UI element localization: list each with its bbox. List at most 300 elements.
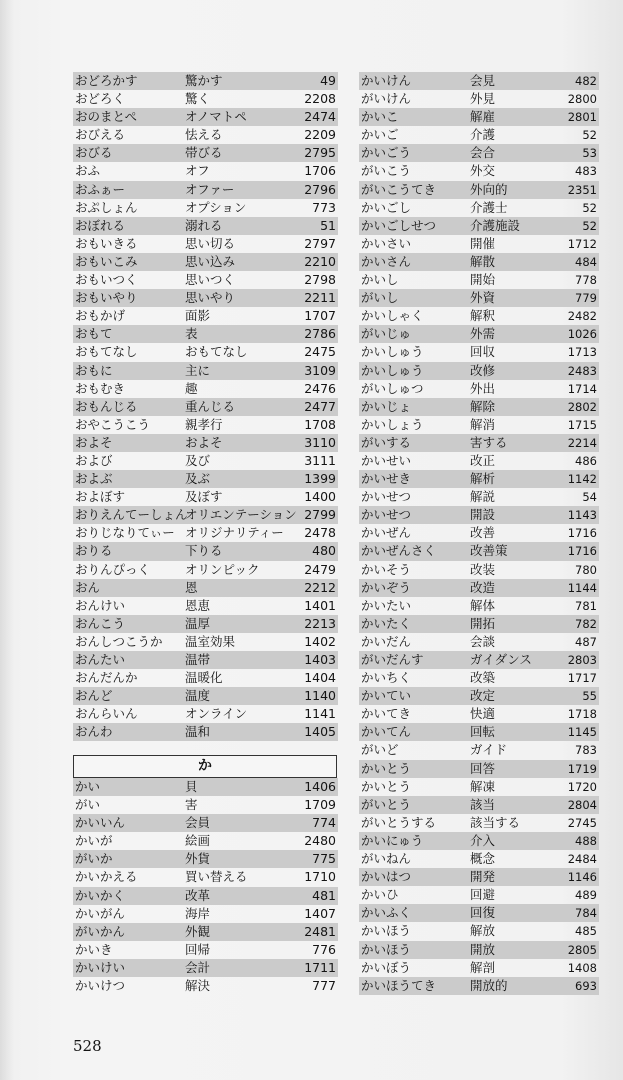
entry-reading: おりえんてーしょん	[75, 507, 188, 523]
entry-word: 外出	[470, 380, 496, 396]
index-entry	[359, 669, 599, 687]
entry-number: 780	[575, 562, 597, 577]
entry-word: おもてなし	[185, 344, 248, 360]
index-entry	[359, 778, 599, 796]
entry-reading: かいけん	[361, 73, 412, 88]
entry-word: 解決	[185, 978, 211, 994]
index-entry	[359, 217, 599, 235]
entry-word: 外需	[470, 326, 496, 342]
entry-word: 改築	[470, 670, 496, 686]
index-entry	[359, 814, 599, 832]
entry-number: 1709	[304, 797, 336, 813]
entry-number: 1143	[567, 508, 597, 523]
entry-reading: がいとう	[361, 796, 412, 812]
entry-reading: おんらいん	[75, 706, 138, 722]
index-entry	[73, 380, 338, 398]
entry-reading: おんこう	[75, 615, 126, 631]
entry-number: 2805	[567, 942, 597, 957]
entry-reading: おぷしょん	[75, 199, 138, 215]
entry-word: 改革	[185, 887, 211, 903]
entry-word: 温度	[185, 688, 211, 704]
entry-number: 775	[312, 851, 336, 867]
index-entry	[359, 705, 599, 723]
entry-number: 485	[575, 924, 597, 939]
entry-word: 改定	[470, 688, 496, 704]
entry-word: 該当	[470, 796, 496, 812]
entry-number: 2210	[304, 253, 336, 269]
entry-reading: かいはつ	[361, 869, 412, 885]
entry-number: 2211	[304, 290, 336, 306]
entry-reading: かいし	[361, 272, 399, 288]
entry-reading: かいしょう	[361, 416, 424, 432]
entry-word: 害	[185, 797, 198, 813]
entry-word: 会合	[470, 145, 496, 161]
entry-reading: かいご	[361, 127, 399, 143]
entry-reading: おん	[75, 579, 101, 595]
index-entry	[359, 633, 599, 651]
index-entry	[73, 814, 338, 832]
entry-number: 1402	[304, 633, 336, 649]
entry-reading: がいこうてき	[361, 181, 437, 197]
page-number: 528	[73, 1037, 102, 1055]
entry-number: 2214	[567, 435, 597, 450]
entry-reading: かい	[75, 779, 101, 794]
entry-reading: かいさん	[361, 253, 412, 269]
index-entry	[73, 923, 338, 941]
entry-reading: かいかえる	[75, 869, 138, 885]
index-entry	[73, 108, 338, 126]
entry-number: 1140	[304, 688, 336, 704]
entry-number: 2798	[304, 272, 336, 288]
entry-reading: がいけん	[361, 91, 412, 107]
index-entry	[359, 162, 599, 180]
entry-number: 482	[575, 74, 597, 88]
index-entry	[359, 886, 599, 904]
entry-reading: かいかく	[75, 887, 126, 903]
entry-number: 1407	[304, 905, 336, 921]
entry-reading: かいがん	[75, 905, 126, 921]
entry-number: 2475	[304, 344, 336, 360]
entry-word: 概念	[470, 851, 496, 867]
entry-number: 1400	[304, 489, 336, 505]
entry-reading: おぼれる	[75, 217, 126, 233]
index-entry	[359, 253, 599, 271]
entry-reading: おどろく	[75, 91, 126, 107]
index-entry	[359, 380, 599, 398]
entry-reading: かいほう	[361, 923, 412, 939]
entry-word: 表	[185, 326, 198, 342]
entry-reading: かいけい	[75, 959, 126, 975]
entry-reading: かいそう	[361, 561, 412, 577]
entry-word: 温室効果	[185, 633, 236, 649]
index-entry	[359, 144, 599, 162]
entry-number: 1713	[567, 345, 597, 360]
entry-word: 帯びる	[185, 145, 223, 161]
entry-reading: がい	[75, 797, 101, 813]
entry-reading: かいいん	[75, 815, 126, 831]
entry-number: 484	[575, 254, 597, 269]
entry-number: 52	[582, 128, 597, 143]
entry-word: 回避	[470, 887, 496, 903]
entry-reading: がいか	[75, 851, 113, 867]
entry-word: 開発	[470, 869, 496, 885]
entry-word: 思い切る	[185, 235, 236, 251]
entry-reading: おもいきる	[75, 235, 138, 251]
entry-reading: かいひ	[361, 887, 399, 903]
entry-reading: かいてき	[361, 706, 412, 722]
entry-word: 思い込み	[185, 253, 236, 269]
entry-reading: おりる	[75, 543, 113, 559]
entry-number: 1718	[567, 707, 597, 722]
entry-word: 及ぼす	[185, 489, 223, 505]
entry-reading: がいど	[361, 742, 399, 758]
entry-reading: かいしゅう	[361, 344, 424, 360]
entry-word: 回帰	[185, 941, 211, 957]
entry-number: 481	[312, 887, 336, 903]
index-entry	[73, 651, 338, 669]
entry-number: 778	[575, 273, 597, 288]
entry-word: 溺れる	[185, 217, 223, 233]
index-entry	[73, 850, 338, 868]
index-entry	[359, 90, 599, 108]
entry-word: 改善策	[470, 543, 508, 559]
index-entry	[73, 126, 338, 144]
entry-number: 52	[582, 218, 597, 233]
entry-reading: がいとうする	[361, 814, 437, 830]
entry-reading: およぶ	[75, 471, 113, 487]
index-entry	[359, 235, 599, 253]
entry-number: 2209	[304, 127, 336, 143]
index-entry	[359, 362, 599, 380]
entry-number: 3109	[304, 362, 336, 378]
entry-word: 解散	[470, 253, 496, 269]
entry-word: 改造	[470, 579, 496, 595]
entry-word: 思いやり	[185, 290, 236, 306]
entry-word: 驚く	[185, 91, 211, 107]
entry-reading: おんだんか	[75, 670, 138, 686]
entry-number: 1408	[567, 960, 597, 975]
index-entry	[73, 398, 338, 416]
entry-word: 解消	[470, 416, 496, 432]
entry-number: 1144	[567, 580, 597, 595]
entry-word: 外見	[470, 91, 496, 107]
entry-reading: かいが	[75, 833, 113, 849]
index-entry	[73, 832, 338, 850]
entry-word: 介護施設	[470, 217, 521, 233]
entry-number: 777	[312, 978, 336, 994]
entry-word: 介入	[470, 832, 496, 848]
entry-number: 487	[575, 634, 597, 649]
index-entry	[359, 579, 599, 597]
entry-number: 1146	[567, 870, 597, 885]
entry-number: 1719	[567, 761, 597, 776]
index-entry	[73, 597, 338, 615]
entry-number: 2481	[304, 923, 336, 939]
entry-number: 54	[582, 490, 597, 505]
entry-number: 2799	[304, 507, 336, 523]
entry-word: 海岸	[185, 905, 211, 921]
entry-word: オリエンテーション	[185, 507, 297, 523]
entry-reading: おびえる	[75, 127, 126, 143]
entry-number: 782	[575, 616, 597, 631]
entry-word: 会員	[185, 815, 211, 831]
entry-reading: おびる	[75, 145, 113, 161]
entry-reading: かいせき	[361, 471, 412, 487]
index-entry	[73, 633, 338, 651]
entry-word: 温和	[185, 724, 211, 740]
entry-word: 改装	[470, 561, 496, 577]
index-entry	[359, 959, 599, 977]
entry-number: 1711	[304, 959, 336, 975]
entry-word: 恩恵	[185, 597, 211, 613]
entry-word: 及ぶ	[185, 471, 211, 487]
entry-number: 1142	[567, 472, 597, 487]
index-entry	[73, 253, 338, 271]
entry-word: 面影	[185, 308, 211, 324]
index-entry	[73, 362, 338, 380]
entry-word: ガイダンス	[470, 652, 532, 667]
entry-word: 快適	[470, 706, 496, 722]
entry-number: 1145	[567, 725, 597, 740]
entry-number: 2786	[304, 326, 336, 342]
entry-number: 3110	[304, 434, 336, 450]
entry-number: 2801	[567, 110, 597, 125]
entry-number: 1399	[304, 471, 336, 487]
index-entry	[73, 90, 338, 108]
index-entry	[73, 669, 338, 687]
entry-word: 買い替える	[185, 869, 248, 885]
index-entry	[73, 452, 338, 470]
entry-word: 外観	[185, 923, 211, 939]
entry-word: オンライン	[185, 706, 248, 722]
entry-reading: おのまとぺ	[75, 109, 138, 125]
entry-number: 1404	[304, 670, 336, 686]
entry-number: 2804	[567, 797, 597, 812]
entry-reading: かいじょ	[361, 398, 412, 414]
index-entry	[359, 72, 599, 90]
index-entry	[73, 542, 338, 560]
index-entry	[73, 887, 338, 905]
entry-word: 会談	[470, 633, 496, 649]
entry-word: 解凍	[470, 778, 496, 794]
entry-reading: おふぁー	[75, 181, 126, 197]
entry-word: 解釈	[470, 308, 496, 324]
entry-reading: かいてい	[361, 688, 412, 704]
index-entry	[359, 398, 599, 416]
entry-word: 開始	[470, 272, 496, 288]
entry-word: 温帯	[185, 652, 211, 667]
entry-reading: かいこ	[361, 109, 399, 125]
index-entry	[73, 289, 338, 307]
entry-reading: おもいこみ	[75, 253, 138, 269]
entry-word: 会見	[470, 73, 496, 88]
entry-reading: およそ	[75, 434, 113, 450]
index-entry	[73, 905, 338, 923]
entry-reading: おどろかす	[75, 73, 138, 88]
entry-number: 2482	[567, 309, 597, 324]
entry-word: 温厚	[185, 615, 211, 631]
section-header-ka: か	[73, 755, 337, 778]
entry-word: オフ	[185, 163, 210, 179]
entry-word: 開放的	[470, 977, 508, 993]
entry-word: 解説	[470, 489, 496, 505]
index-entry	[73, 144, 338, 162]
index-entry	[359, 561, 599, 579]
index-entry	[359, 542, 599, 560]
entry-reading: おやこうこう	[75, 416, 151, 432]
entry-reading: かいごしせつ	[361, 217, 437, 233]
entry-reading: かいふく	[361, 905, 412, 921]
entry-number: 2480	[304, 833, 336, 849]
entry-number: 781	[575, 598, 597, 613]
entry-reading: おりんぴっく	[75, 561, 151, 577]
entry-reading: おふ	[75, 163, 101, 179]
index-entry	[359, 416, 599, 434]
entry-reading: がいこう	[361, 163, 412, 179]
index-entry	[73, 181, 338, 199]
entry-word: 介護	[470, 127, 496, 143]
index-entry	[359, 760, 599, 778]
entry-number: 1405	[304, 724, 336, 740]
index-entry	[73, 723, 338, 741]
index-entry	[359, 506, 599, 524]
entry-number: 2745	[567, 815, 597, 830]
index-entry	[359, 651, 599, 669]
entry-word: 回復	[470, 905, 496, 921]
entry-reading: かいごう	[361, 145, 412, 161]
entry-word: オリジナリティー	[185, 525, 284, 541]
entry-reading: およぼす	[75, 489, 126, 505]
entry-reading: かいしゃく	[361, 308, 424, 324]
entry-number: 49	[320, 73, 336, 88]
entry-number: 2483	[567, 363, 597, 378]
entry-number: 1716	[567, 544, 597, 559]
entry-word: 解雇	[470, 109, 496, 125]
entry-number: 2795	[304, 145, 336, 161]
entry-reading: がいしゅつ	[361, 380, 424, 396]
entry-word: 恩	[185, 579, 198, 595]
entry-reading: かいとう	[361, 760, 412, 776]
entry-word: 外貨	[185, 851, 211, 867]
entry-reading: おんたい	[75, 652, 126, 667]
entry-number: 3111	[304, 452, 336, 468]
entry-number: 1708	[304, 416, 336, 432]
entry-reading: がいねん	[361, 851, 412, 867]
index-entry	[359, 289, 599, 307]
entry-reading: かいしゅう	[361, 362, 424, 378]
entry-number: 2351	[567, 182, 597, 197]
entry-word: 驚かす	[185, 73, 223, 88]
entry-word: オノマトペ	[185, 109, 247, 125]
index-entry	[73, 235, 338, 253]
entry-number: 2476	[304, 380, 336, 396]
index-entry	[359, 723, 599, 741]
entry-number: 52	[582, 200, 597, 215]
entry-reading: がいだんす	[361, 652, 424, 667]
entry-reading: かいほう	[361, 941, 412, 957]
entry-number: 53	[582, 146, 597, 161]
entry-reading: かいぞう	[361, 579, 412, 595]
entry-reading: おんわ	[75, 724, 113, 740]
index-entry	[73, 705, 338, 723]
entry-number: 2479	[304, 561, 336, 577]
entry-word: 解体	[470, 597, 496, 613]
entry-number: 1141	[304, 706, 336, 722]
entry-number: 1714	[567, 381, 597, 396]
entry-word: 思いつく	[185, 272, 236, 288]
entry-word: 開催	[470, 235, 496, 251]
index-entry	[73, 778, 338, 796]
index-entry	[359, 615, 599, 633]
entry-word: 主に	[185, 362, 211, 378]
entry-word: オファー	[185, 181, 235, 197]
entry-word: 改修	[470, 362, 496, 378]
entry-word: およそ	[185, 434, 223, 450]
entry-number: 483	[575, 164, 597, 179]
entry-number: 1710	[304, 869, 336, 885]
entry-number: 1720	[567, 779, 597, 794]
entry-number: 779	[575, 291, 597, 306]
entry-word: オプション	[185, 199, 247, 215]
entry-number: 2213	[304, 615, 336, 631]
entry-number: 486	[575, 453, 597, 468]
index-entry	[73, 488, 338, 506]
entry-number: 1707	[304, 308, 336, 324]
entry-reading: かいたい	[361, 597, 412, 613]
entry-reading: がいする	[361, 434, 412, 450]
entry-word: 外資	[470, 290, 496, 306]
index-entry	[73, 217, 338, 235]
entry-reading: かいぼう	[361, 959, 412, 975]
entry-number: 2800	[567, 92, 597, 107]
entry-reading: おんしつこうか	[75, 633, 163, 649]
entry-word: 怯える	[185, 127, 223, 143]
index-entry	[359, 181, 599, 199]
entry-word: 外交	[470, 163, 496, 179]
index-entry	[359, 904, 599, 922]
entry-reading: おもむき	[75, 380, 126, 396]
entry-word: 絵画	[185, 833, 211, 849]
entry-number: 51	[320, 217, 336, 233]
index-column-left-ka	[73, 778, 338, 995]
entry-reading: かいけつ	[75, 978, 126, 994]
entry-word: 回転	[470, 724, 496, 740]
index-entry	[359, 741, 599, 759]
entry-word: 貝	[185, 779, 198, 794]
index-entry	[359, 524, 599, 542]
entry-word: 開拓	[470, 615, 496, 631]
index-entry	[73, 796, 338, 814]
index-entry	[359, 922, 599, 940]
index-entry	[359, 108, 599, 126]
entry-number: 693	[575, 978, 597, 993]
index-entry	[73, 325, 338, 343]
index-entry	[359, 850, 599, 868]
entry-word: 解放	[470, 923, 496, 939]
entry-number: 2803	[567, 653, 597, 667]
index-entry	[359, 434, 599, 452]
entry-reading: かいき	[75, 941, 113, 957]
entry-reading: おもかげ	[75, 308, 126, 324]
entry-word: 解除	[470, 398, 496, 414]
entry-word: 介護士	[470, 199, 508, 215]
entry-word: 温暖化	[185, 670, 223, 686]
index-entry	[73, 470, 338, 488]
entry-number: 2474	[304, 109, 336, 125]
entry-reading: かいてん	[361, 724, 412, 740]
entry-reading: おりじなりてぃー	[75, 525, 175, 541]
entry-word: 下りる	[185, 543, 223, 559]
